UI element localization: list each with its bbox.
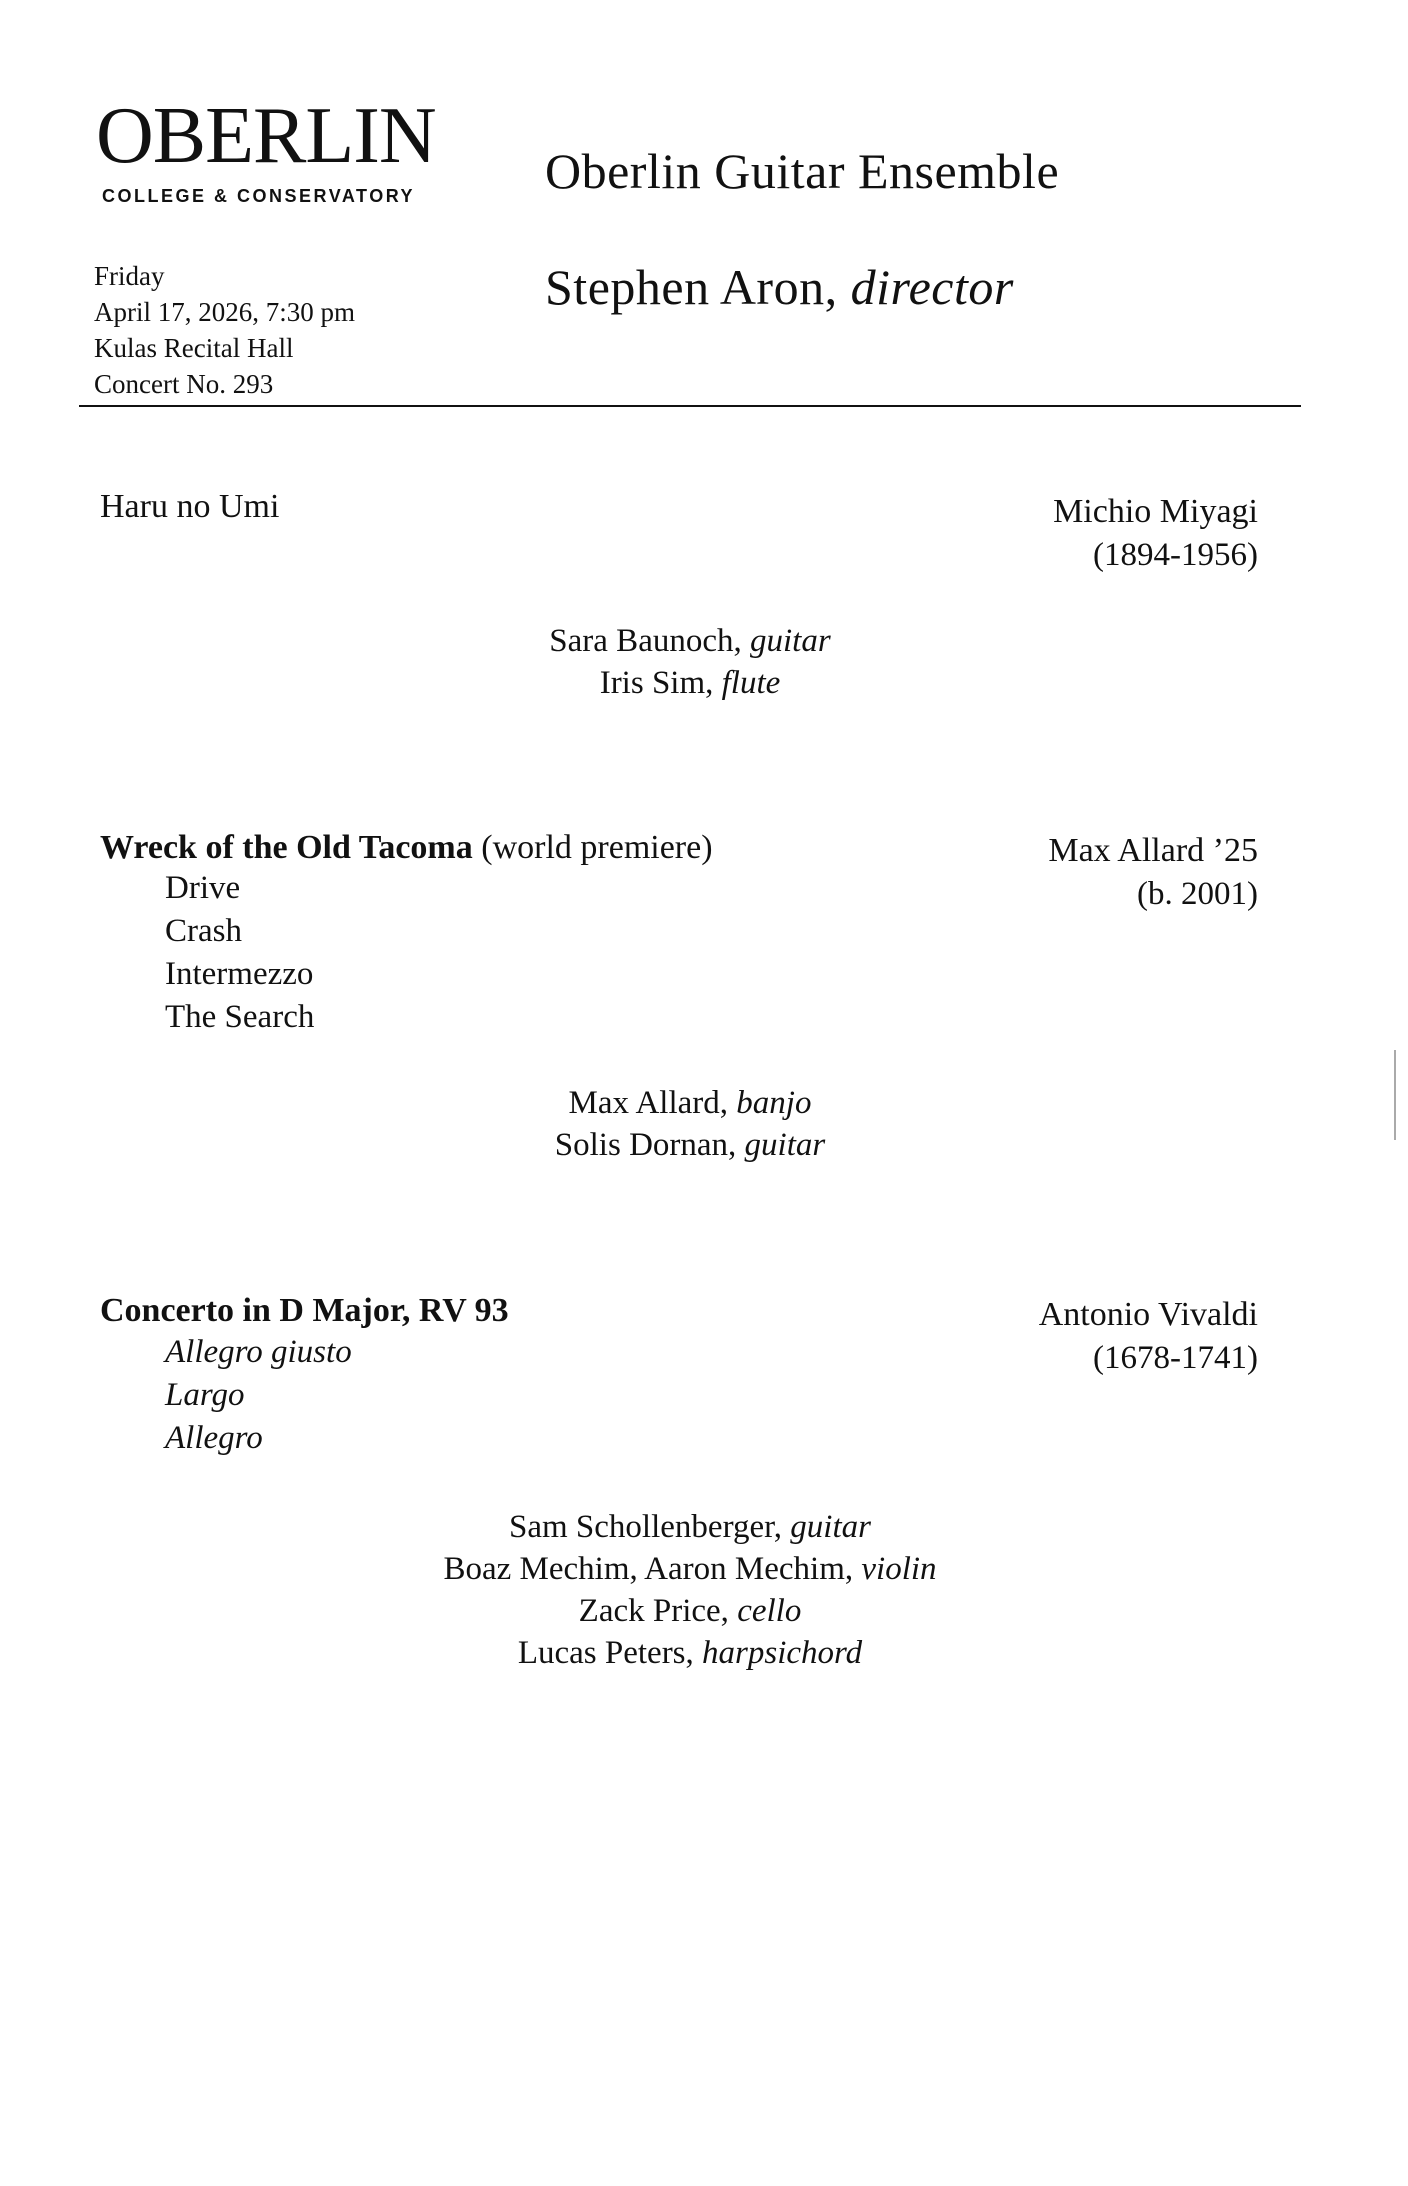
performer: Sam Schollenberger, guitar bbox=[509, 1509, 871, 1545]
piece-title-regular: Haru no Umi bbox=[100, 488, 280, 525]
event-venue: Kulas Recital Hall bbox=[94, 333, 294, 363]
piece-title-regular: (world premiere) bbox=[481, 829, 713, 866]
director-line bbox=[545, 258, 1014, 316]
performers-list bbox=[0, 620, 1380, 704]
movement: Largo bbox=[165, 1377, 245, 1413]
performer: Iris Sim, flute bbox=[599, 665, 781, 701]
movements-list bbox=[165, 1331, 352, 1460]
piece-title-bold: Concerto in D Major, RV 93 bbox=[100, 1292, 509, 1329]
movement: Crash bbox=[165, 913, 242, 949]
ensemble-title: Oberlin Guitar Ensemble bbox=[545, 143, 1060, 199]
movement: Allegro giusto bbox=[165, 1334, 352, 1370]
event-info bbox=[94, 258, 355, 402]
performers-list bbox=[0, 1506, 1380, 1674]
movement: Intermezzo bbox=[165, 956, 314, 992]
performer: Zack Price, cello bbox=[578, 1593, 802, 1629]
composer-name: Max Allard ’25 bbox=[1048, 832, 1258, 869]
director-name: Stephen Aron, bbox=[545, 259, 838, 315]
piece-title bbox=[100, 829, 713, 867]
performer: Lucas Peters, harpsichord bbox=[517, 1635, 863, 1671]
composer-dates: (1678-1741) bbox=[1093, 1340, 1258, 1376]
performer: Max Allard, banjo bbox=[568, 1085, 812, 1121]
performer: Sara Baunoch, guitar bbox=[549, 623, 831, 659]
event-date: April 17, 2026, 7:30 pm bbox=[94, 297, 355, 327]
composer-name: Michio Miyagi bbox=[1053, 493, 1258, 530]
movements-list bbox=[165, 867, 314, 1039]
piece-title bbox=[100, 488, 279, 526]
composer-dates: (b. 2001) bbox=[1137, 876, 1258, 912]
performer: Solis Dornan, guitar bbox=[554, 1127, 826, 1163]
oberlin-logo-subtitle: COLLEGE & CONSERVATORY bbox=[102, 186, 416, 206]
header-divider bbox=[79, 405, 1301, 407]
performers-list bbox=[0, 1082, 1380, 1166]
event-day: Friday bbox=[94, 261, 165, 291]
performer: Boaz Mechim, Aaron Mechim, violin bbox=[443, 1551, 937, 1587]
composer-dates: (1894-1956) bbox=[1093, 537, 1258, 573]
movement: Allegro bbox=[165, 1420, 263, 1456]
scan-artifact-line bbox=[1394, 1050, 1396, 1140]
oberlin-logo-wordmark: OBERLIN bbox=[96, 92, 436, 180]
movement: The Search bbox=[165, 999, 315, 1035]
movement: Drive bbox=[165, 870, 241, 906]
event-concert-number: Concert No. 293 bbox=[94, 369, 274, 399]
piece-title bbox=[100, 1292, 509, 1330]
composer-name: Antonio Vivaldi bbox=[1038, 1296, 1258, 1333]
piece-title-bold: Wreck of the Old Tacoma bbox=[100, 829, 473, 866]
director-role: director bbox=[850, 259, 1014, 315]
